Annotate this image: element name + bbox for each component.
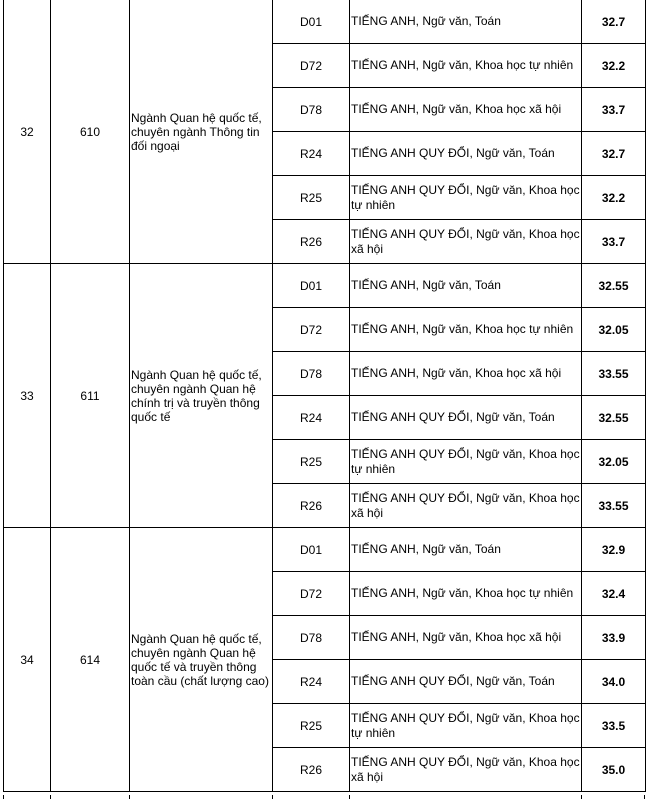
subject-combination: TIẾNG ANH QUY ĐỔI, Ngữ văn, Khoa học tự nhiên: [350, 176, 582, 220]
cutoff-score: 33.9: [582, 616, 646, 660]
continuation-lines: [3, 795, 645, 799]
cutoff-score: 32.05: [582, 308, 646, 352]
cutoff-score: 33.5: [582, 704, 646, 748]
combination-code: D01: [273, 528, 350, 572]
cutoff-score: 32.2: [582, 176, 646, 220]
subject-combination: TIẾNG ANH, Ngữ văn, Khoa học tự nhiên: [350, 308, 582, 352]
cutoff-score: 34.0: [582, 660, 646, 704]
subject-combination: TIẾNG ANH QUY ĐỔI, Ngữ văn, Toán: [350, 396, 582, 440]
cutoff-score: 32.9: [582, 528, 646, 572]
program-code: 610: [51, 0, 130, 264]
subject-combination: TIẾNG ANH QUY ĐỔI, Ngữ văn, Khoa học tự nhiên: [350, 704, 582, 748]
combination-code: D78: [273, 616, 350, 660]
program-code: 611: [51, 264, 130, 528]
subject-combination: TIẾNG ANH QUY ĐỔI, Ngữ văn, Khoa học tự nhiên: [350, 440, 582, 484]
combination-code: D78: [273, 88, 350, 132]
combination-code: R25: [273, 176, 350, 220]
combination-code: D01: [273, 0, 350, 44]
combination-code: D72: [273, 572, 350, 616]
cutoff-score: 32.4: [582, 572, 646, 616]
subject-combination: TIẾNG ANH, Ngữ văn, Toán: [350, 0, 582, 44]
cutoff-score: 32.55: [582, 264, 646, 308]
subject-combination: TIẾNG ANH, Ngữ văn, Toán: [350, 264, 582, 308]
combination-code: D01: [273, 264, 350, 308]
subject-combination: TIẾNG ANH QUY ĐỔI, Ngữ văn, Toán: [350, 132, 582, 176]
admission-score-table: [3, 0, 646, 792]
row-number: 32: [4, 0, 51, 264]
combination-code: R24: [273, 132, 350, 176]
cutoff-score: 32.2: [582, 44, 646, 88]
program-name: Ngành Quan hệ quốc tế, chuyên ngành Quan hệ chính trị và truyền thông quốc tế: [130, 264, 273, 528]
combination-code: R25: [273, 440, 350, 484]
subject-combination: TIẾNG ANH QUY ĐỔI, Ngữ văn, Khoa học xã hội: [350, 484, 582, 528]
cutoff-score: 33.55: [582, 352, 646, 396]
combination-code: D72: [273, 308, 350, 352]
cutoff-score: 33.55: [582, 484, 646, 528]
program-name: Ngành Quan hệ quốc tế, chuyên ngành Quan hệ quốc tế và truyền thông toàn cầu (chất lượng cao): [130, 528, 273, 792]
cutoff-score: 32.7: [582, 132, 646, 176]
table-row: [4, 0, 646, 44]
combination-code: R26: [273, 484, 350, 528]
program-name: Ngành Quan hệ quốc tế, chuyên ngành Thông tin đối ngoại: [130, 0, 273, 264]
subject-combination: TIẾNG ANH, Ngữ văn, Khoa học tự nhiên: [350, 572, 582, 616]
row-number: 33: [4, 264, 51, 528]
cutoff-score: 33.7: [582, 220, 646, 264]
subject-combination: TIẾNG ANH, Ngữ văn, Khoa học xã hội: [350, 616, 582, 660]
cutoff-score: 33.7: [582, 88, 646, 132]
table-row: [4, 528, 646, 572]
table-continuation-row: [3, 788, 645, 792]
combination-code: R25: [273, 704, 350, 748]
combination-code: R24: [273, 396, 350, 440]
subject-combination: TIẾNG ANH QUY ĐỔI, Ngữ văn, Toán: [350, 660, 582, 704]
subject-combination: TIẾNG ANH, Ngữ văn, Toán: [350, 528, 582, 572]
combination-code: R24: [273, 660, 350, 704]
subject-combination: TIẾNG ANH QUY ĐỔI, Ngữ văn, Khoa học xã hội: [350, 220, 582, 264]
table-row: [4, 264, 646, 308]
subject-combination: TIẾNG ANH, Ngữ văn, Khoa học tự nhiên: [350, 44, 582, 88]
cutoff-score: 32.7: [582, 0, 646, 44]
combination-code: R26: [273, 748, 350, 792]
subject-combination: TIẾNG ANH, Ngữ văn, Khoa học xã hội: [350, 88, 582, 132]
cutoff-score: 35.0: [582, 748, 646, 792]
row-number: 34: [4, 528, 51, 792]
subject-combination: TIẾNG ANH QUY ĐỔI, Ngữ văn, Khoa học xã hội: [350, 748, 582, 792]
table-body: [4, 0, 646, 792]
program-code: 614: [51, 528, 130, 792]
cutoff-score: 32.55: [582, 396, 646, 440]
combination-code: D72: [273, 44, 350, 88]
subject-combination: TIẾNG ANH, Ngữ văn, Khoa học xã hội: [350, 352, 582, 396]
combination-code: D78: [273, 352, 350, 396]
cutoff-score: 32.05: [582, 440, 646, 484]
combination-code: R26: [273, 220, 350, 264]
